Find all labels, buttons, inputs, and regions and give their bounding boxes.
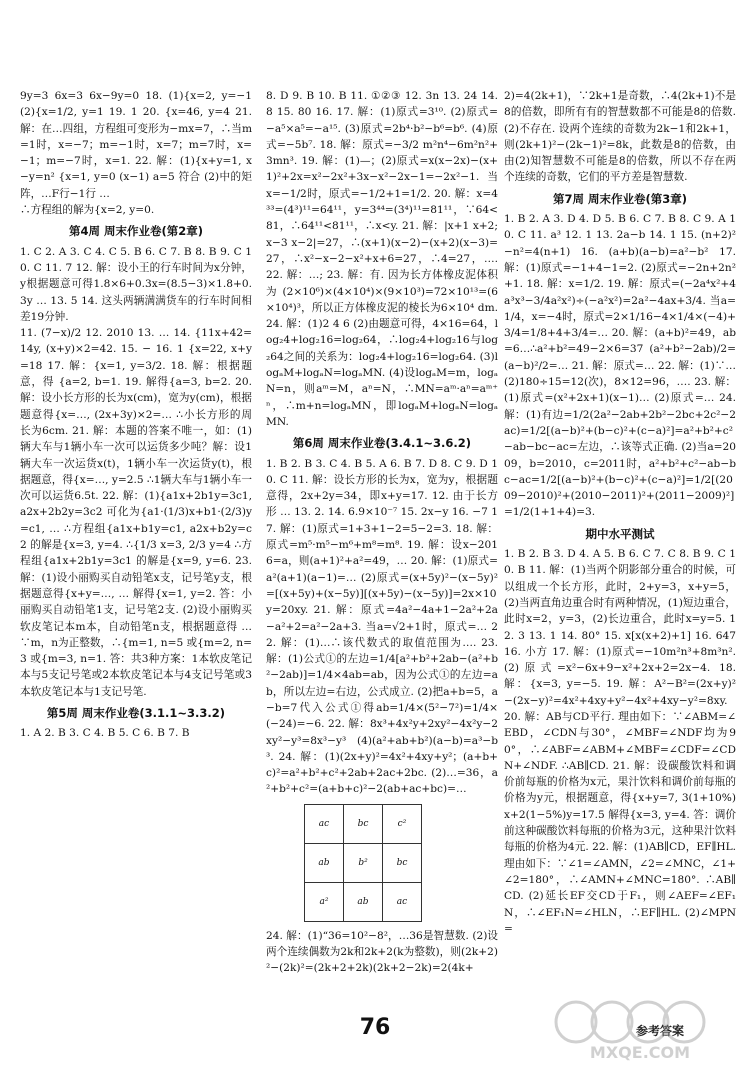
- section-heading-week7: 第7周 周末作业卷(第3章): [552, 191, 688, 206]
- answer-block: 1. B 2. A 3. D 4. D 5. B 6. C 7. B 8. C 9. A 10. C 11. a³ 12. 1 13. 2a−b 14. 1 15. (n+2)²−n²=4(n+1) 16. (a+b)(a−b)=a²−b² 17. 解：(1)原式=−1+4−1=2. (2)原式=−2n+2n²+1. 18. 解：x=1/2. 19. 解：原式=(−2a⁴x²+4a³x³−3/4a²x²)÷(−a²x²)=2a²−4ax+3/4. 当a=1/4，x=−4时，原式=2×1/16−4×1/4×(−4)+3/4=1/8+4+3/4=… 20. 解：(a+b)²=49，ab=6…∴a²+b²=49−2×6=37 (a²+b²−2ab)/2=(a−b)²/2=… 21. 解：原式=… 22. 解：(1)∵… (2)180÷15=12(次)，8×12=96，…. 23. 解：(1)原式=(x²+2x+1)(x−1)… (2)原式=… 24. 解：(1)有边=1/2(2a²−2ab+2b²−2bc+2c²−2ac)=1/2[(a−b)²+(b−c)²+(c−a)²]=a²+b²+c²−ab−bc−ac=左边，∴该等式正确. (2)当a=2009，b=2010，c=2011时，a²+b²+c²−ab−bc−ac=1/2[(a−b)²+(b−c)²+(c−a)²]=1/2[(2009−2010)²+(2010−2011)²+(2011−2009)²]=1/2(1+1+4)=3.: [504, 213, 736, 519]
- grid-cell: ac: [305, 804, 344, 843]
- answer-block: 2)=4(2k+1)，∵2k+1是奇数，∴4(2k+1)不是8的倍数，即所有有的智慧数都不可能是8的倍数. (2)不存在. 设两个连续的奇数为2k−1和2k+1，则(2k+1)²−(2k−1)²=8k，此数是8的倍数，由由(2)知智慧数不可能是8的倍数，所以不存在两个连续的奇数，它们的平方差是智慧数.: [504, 90, 736, 184]
- grid-cell: c²: [383, 804, 422, 843]
- section-heading-midterm: 期中水平测试: [585, 526, 655, 541]
- answer-block: 1. B 2. B 3. D 4. A 5. B 6. C 7. C 8. B 9. C 10. B 11. 解：(1)当两个阴影部分重合的时候，可以组成一个长方形，此时，2+y=3，x+y=5，(2)当两直角边重合时有两种情况，(1)短边重合，此时x=2，y=3，(2)长边重合，此时x=y=5. 12. 3 13. 1 14. 80° 15. x[x(x+2)+1] 16. 647 16. 小方 17. 解：(1)原式=−10m²n³+8m³n². (2)原式=x²−6x+9−x²+2x+2=2x−4. 18. 解：{x=3, y=−5. 19. 解：A²−B²=(2x+y)²−(2x−y)²=4x²+4xy+y²−4x²+4xy−y²=8xy. 20. 解：AB与CD平行. 理由如下：∵∠ABM=∠EBD，∠CDN与30°，∠MBF=∠NDF均为90°，∴∠ABF=∠ABM+∠MBF=∠CDF=∠CDN+∠NDF. ∴AB∥CD. 21. 解：设碳酸饮料和调价前每瓶的价格为x元，果汁饮料和调价前每瓶的价格为y元，根据题意，得{x+y=7, 3(1+10%)x+2(1−5%)y=17.5 解得{x=3, y=4. 答：调价前这种碳酸饮料每瓶的价格为3元，这种果汁饮料每瓶的价格为4元. 22. 解：(1)AB∥CD，EF∥HL. 理由如下：∵∠1=∠AMN，∠2=∠MNC，∠1+∠2=180°，∴∠AMN+∠MNC=180°. ∴AB∥CD. (2)延长EF交CD于F₁，则∠AEF=∠EF₁N，∴∠EF₁N=∠HLN，∴EF∥HL. (2)∠MPN=: [504, 548, 736, 935]
- answer-block: 11. (7−x)/2 12. 2010 13. … 14. {11x+42=14y, (x+y)×2=42. 15. − 16. 1 {x=22, x+y=18 17. 解：{x=1, y=3/2. 18. 解：根据题意，得 {a=2, b=1. 19. 解得{a=3, b=2. 20. 解：设小长方形的长为x(cm)，宽为y(cm)，根据题意得{x=…, (2x+3y)×2=… ∴小长方形的周长为6cm. 21. 解：本题的答案不唯一，如：(1)辆大车与1辆小车一次可以运货多少吨？解：设1辆大车一次运货x(t)，1辆小车一次运货y(t)，根据题意，得{x=…, y=2.5 ∴1辆大车与1辆小车一次可以运货6.5t. 22. 解：(1){a1x+2b1y=3c1, a2x+2b2y=3c2 可化为{a1·(1/3)x+b1·(2/3)y=c1, … ∴方程组{a1x+b1y=c1, a2x+b2y=c2 的解是{x=3, y=4. ∴{1/3 x=3, 2/3 y=4 ∴方程组{a1x+2b1y=3c1 的解是{x=9, y=6. 23. 解：(1)设小丽购买自动铅笔x支，记号笔y支，根据题意得{x+y=…, … 解得{x=1, y=2. 答：小丽购买自动铅笔1支，记号笔2支. (2)设小丽购买软皮笔记本m本，自动铅笔n支，根据题意得 … ∵m，n为正整数，∴{m=1, n=5 或{m=2, n=3 或{m=3, n=1. 答：共3种方案：1本软皮笔记本与5支记号笔或2本软皮笔记本与4支记号笔或3本软皮笔记本与1支记号笔.: [20, 327, 252, 698]
- grid-cell: ab: [344, 882, 383, 921]
- grid-cell: ac: [383, 882, 422, 921]
- grid-cell: ab: [305, 843, 344, 882]
- grid-cell: bc: [383, 843, 422, 882]
- answer-block: 9y=3 6x=3 6x−9y=0 18. (1){x=2, y=−1 (2){x=1/2, y=1 19. 1 20. {x=46, y=4 21. 解：在…四组，方程组可变形为−mx=7，∴当m=1时，x=−7；m=−1时，x=7；m=7时，x=−1；m=−7时，x=1. 22. 解：(1){x+y=1, x−y=n² {x=1, y=0 (x−1) a=5 符合 (2)中的矩阵，…F行−1行 …: [20, 90, 252, 200]
- answer-block: 24. 解：(1)“36=10²−8²，…36是智慧数. (2)设两个连续偶数为2k和2k+2(k为整数)，则(2k+2)²−(2k)²=(2k+2+2k)(2k+2−2k)=2(4k+: [266, 929, 498, 975]
- grid-cell: a²: [305, 882, 344, 921]
- area-grid: [304, 804, 422, 922]
- column-left: [20, 88, 252, 742]
- grid-cell: b²: [344, 843, 383, 882]
- footer-label: 参考答案: [636, 1024, 685, 1038]
- column-right: [504, 88, 736, 937]
- grid-cell: bc: [344, 804, 383, 843]
- area-grid-figure: [304, 804, 422, 922]
- section-heading-week5: 第5周 周末作业卷(3.1.1~3.3.2): [46, 705, 226, 720]
- page-number: 76: [359, 1015, 391, 1040]
- section-heading-week4: 第4周 周末作业卷(第2章): [68, 224, 204, 239]
- svg-text:MXQE.COM: MXQE.COM: [589, 1043, 691, 1062]
- answer-block: 1. C 2. A 3. C 4. C 5. B 6. C 7. B 8. B 9. C 10. C 11. 7 12. 解：设小王的行车时间为x分钟，y根据题意可得1.8×6+0.3x=(8.5−3)×1.8+0.3y … 13. 5 14. 这头两辆满满货车的行车时间相差19分钟.: [20, 245, 252, 323]
- answer-block: ∴方程组的解为{x=2, y=0.: [20, 204, 155, 217]
- column-middle: [266, 88, 498, 977]
- answer-block: 1. A 2. B 3. C 4. B 5. C 6. B 7. B: [20, 727, 190, 740]
- watermark-logo: [540, 992, 740, 1064]
- section-heading-week6: 第6周 周末作业卷(3.4.1~3.6.2): [292, 436, 472, 451]
- answer-block: 8. D 9. B 10. B 11. ①②③ 12. 3n 13. 24 14. 8 15. 80 16. 17. 解：(1)原式=3¹⁰. (2)原式=−a⁵×a⁵=−a¹⁵. (3)原式=2b⁴·b²−b⁶=b⁶. (4)原式=−5b⁷. 18. 解：原式=−3/2 m²n⁴−6m²n²+3mn³. 19. 解：(1)—；(2)原式=x(x−2x)−(x+1)²+2x=x²−2x²+3x−x²−2x−1=−2x²−1. 当x=−1/2时，原式=−1/2+1=1/2. 20. 解：x=4³³=(4³)¹¹=64¹¹，y=3⁴⁴=(3⁴)¹¹=81¹¹，∵64<81，∴64¹¹<81¹¹，∴x<y. 21. 解：|x+1 x+2; x−3 x−2|=27，∴(x+1)(x−2)−(x+2)(x−3)=27，∴x²−x−2−x²+x+6=27，∴4=27，…. 22. 解：…; 23. 解：有. 因为长方体橡皮泥体积为(2×10⁶)×(4×10⁴)×(9×10³)=72×10¹³=(6×10⁴)³，所以正方体橡皮泥的棱长为6×10⁴ dm. 24. 解：(1)2 4 6 (2)由题意可得，4×16=64，log₂4+log₂16=log₂64，∴log₂4+log₂16与log₂64之间的关系为：log₂4+log₂16=log₂64. (3)logₐM+logₐN=logₐMN. (4)设logₐM=m，logₐN=n，则aᵐ=M，aⁿ=N，∴MN=aᵐ·aⁿ=aᵐ⁺ⁿ，∴m+n=logₐMN，即logₐM+logₐN=logₐMN.: [266, 90, 498, 428]
- answer-block: 1. B 2. B 3. C 4. B 5. A 6. B 7. D 8. C 9. D 10. C 11. 解：设长方形的长为x，宽为y，根据题意得，2x+2y=34，即x+y=17. 12. 由于长方形 … 13. 2. 14. 6.9×10⁻⁷ 15. 2x−y 16. −7 17. 解：(1)原式=1+3+1−2=5−2=3. 18. 解：原式=m⁵·m⁵−m⁶+m⁸=m⁸. 19. 解：设x−2016=a，则(a+1)²+a²=49，… 20. 解：(1)原式=a²(a+1)(a−1)=… (2)原式=(x+5y)²−(x−5y)²=[(x+5y)+(x−5y)][(x+5y)−(x−5y)]=2x×10y=20xy. 21. 解：原式=4a²−4a+1−2a²+2a−a²+2=a²−2a+3. 当a=√2+1时，原式=… 22. 解：(1)…∴该代数式的取值范围为…. 23. 解：(1)公式①的左边=1/4[a²+b²+2ab−(a²+b²−2ab)]=1/4×4ab=ab，因为公式①的左边=ab，所以左边=右边，公式成立. (2)把a+b=5，a−b=7代入公式①得ab=1/4×(5²−7²)=1/4×(−24)=−6. 22. 解：8x³+4x²y+2xy²−4x²y−2xy²−y³=8x³−y³ (4)(a²+ab+b²)(a−b)=a³−b³. 24. 解：(1)(2x+y)²=4x²+4xy+y²；(a+b+c)²=a²+b²+c²+2ab+2ac+2bc. (2)…=36，a²+b²+c²=(a+b+c)²−2(ab+ac+bc)=…: [266, 457, 498, 796]
